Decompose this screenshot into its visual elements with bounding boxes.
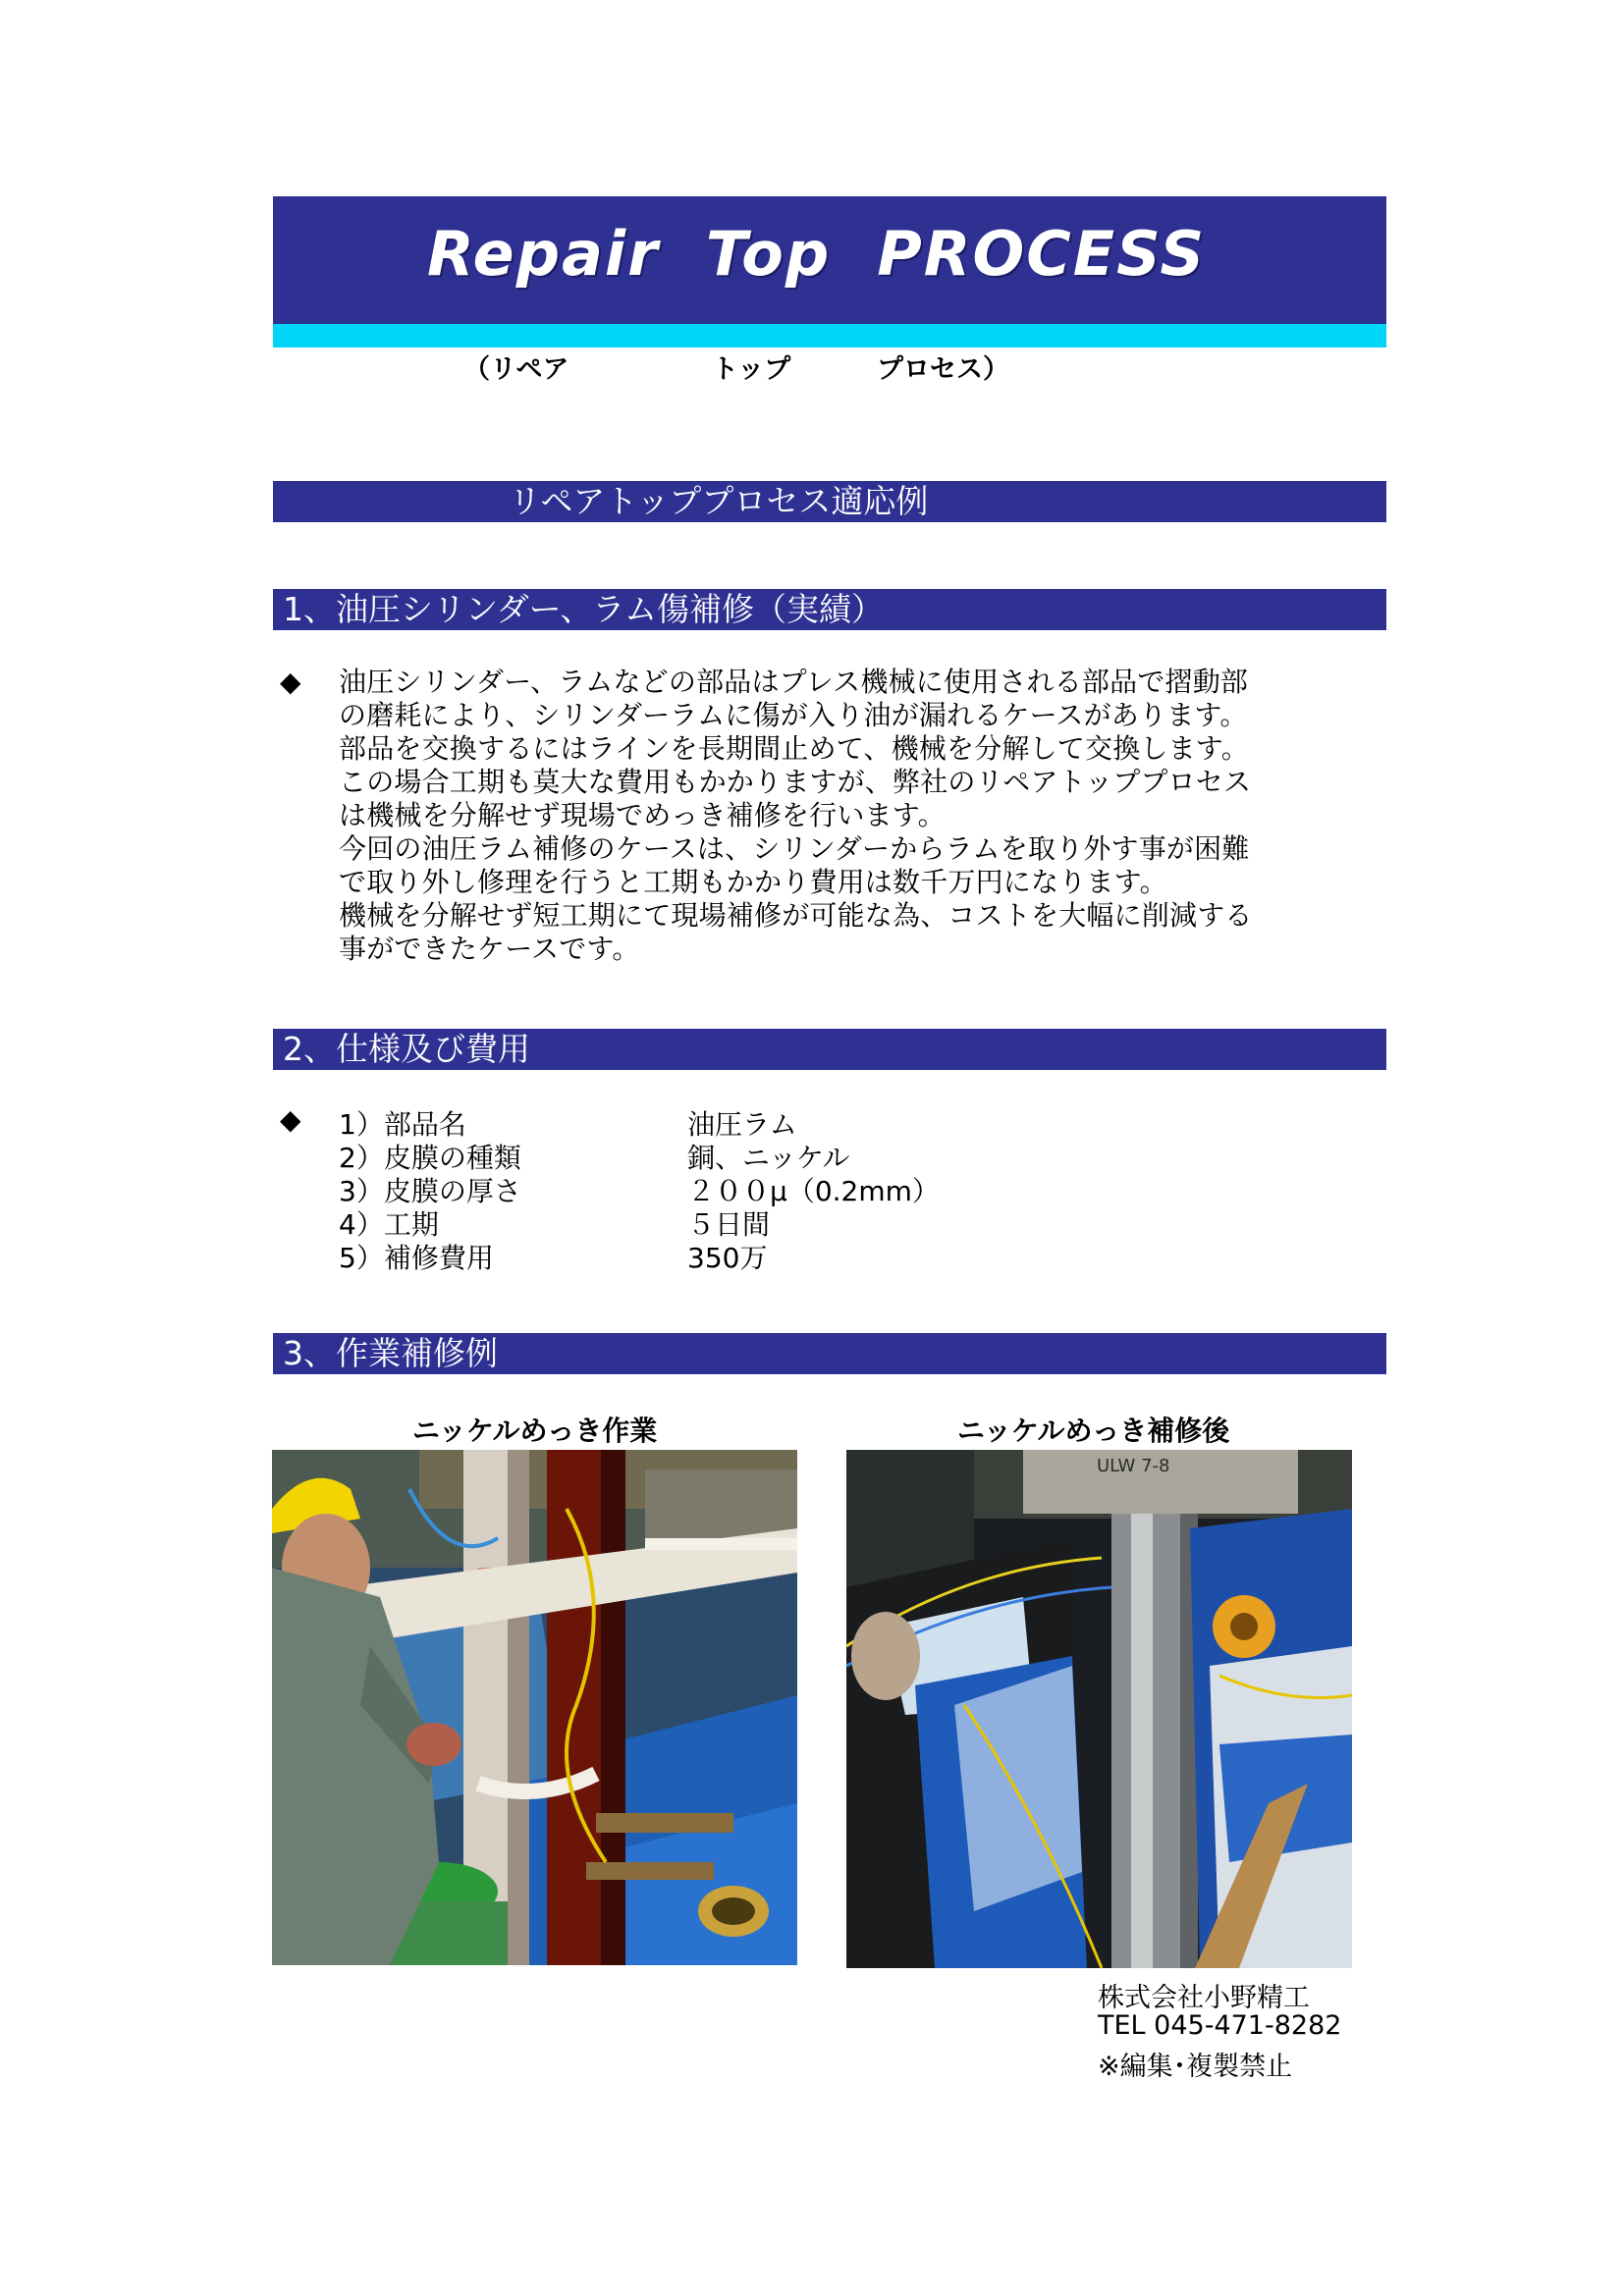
footer-company: 株式会社小野精工 <box>1098 1983 1310 2013</box>
section-bar-2 <box>273 1029 1386 1070</box>
page-title: Repair Top PROCESS <box>427 218 1207 290</box>
body-line: 油圧シリンダー、ラムなどの部品はプレス機械に使用される部品で摺動部 <box>339 666 1249 698</box>
title-reading-repair: （リペア <box>463 354 569 385</box>
spec-label: 4）工期 <box>339 1208 439 1241</box>
section-main-label: リペアトッププロセス適応例 <box>509 482 929 520</box>
body-line: 今回の油圧ラム補修のケースは、シリンダーからラムを取り外す事が困難 <box>339 832 1250 865</box>
spec-value: ５日間 <box>687 1208 771 1241</box>
section-bar-main <box>273 481 1386 522</box>
body-line: は機械を分解せず現場でめっき補修を行います。 <box>339 799 946 831</box>
body-line: この場合工期も莫大な費用もかかりますが、弊社のリペアトッププロセス <box>339 766 1252 798</box>
section-bar-3 <box>273 1333 1386 1374</box>
title-reading-top: トップ <box>712 354 791 385</box>
section2-bullet-icon: ◆ <box>280 1103 301 1136</box>
photo-caption-right: ニッケルめっき補修後 <box>957 1415 1230 1447</box>
spec-label: 1）部品名 <box>339 1108 466 1141</box>
section-bar-1 <box>273 589 1386 630</box>
body-line: 機械を分解せず短工期にて現場補修が可能な為、コストを大幅に削減する <box>339 899 1253 932</box>
photo-right-marking: ULW 7-8 <box>1097 1456 1170 1476</box>
body-line: で取り外し修理を行うと工期もかかり費用は数千万円になります。 <box>339 866 1167 898</box>
title-reading-process: プロセス） <box>877 354 1009 385</box>
photo-nickel-plating-work <box>272 1450 797 1965</box>
body-line: 事ができたケースです。 <box>339 933 640 965</box>
photo-caption-left: ニッケルめっき作業 <box>412 1415 658 1447</box>
footer-tel: TEL 045-471-8282 <box>1098 2010 1342 2041</box>
section2-label: 2、仕様及び費用 <box>283 1030 530 1068</box>
spec-value: 油圧ラム <box>687 1108 797 1141</box>
body-line: 部品を交換するにはラインを長期間止めて、機械を分解して交換します。 <box>339 732 1249 765</box>
spec-label: 3）皮膜の厚さ <box>339 1175 521 1207</box>
section1-bullet-icon: ◆ <box>280 666 301 698</box>
spec-value: 350万 <box>687 1242 768 1274</box>
footer-notice: ※編集･複製禁止 <box>1098 2052 1293 2082</box>
photo-nickel-plating-after <box>846 1450 1352 1968</box>
spec-value: ２００μ（0.2mm） <box>687 1175 940 1207</box>
section1-label: 1、油圧シリンダー、ラム傷補修（実績） <box>283 590 885 628</box>
spec-label: 5）補修費用 <box>339 1242 494 1274</box>
spec-label: 2）皮膜の種類 <box>339 1142 521 1174</box>
spec-value: 銅、ニッケル <box>687 1142 850 1174</box>
section3-label: 3、作業補修例 <box>283 1334 498 1372</box>
title-banner-stripe <box>273 324 1386 347</box>
body-line: の磨耗により、シリンダーラムに傷が入り油が漏れるケースがあります。 <box>339 699 1248 731</box>
